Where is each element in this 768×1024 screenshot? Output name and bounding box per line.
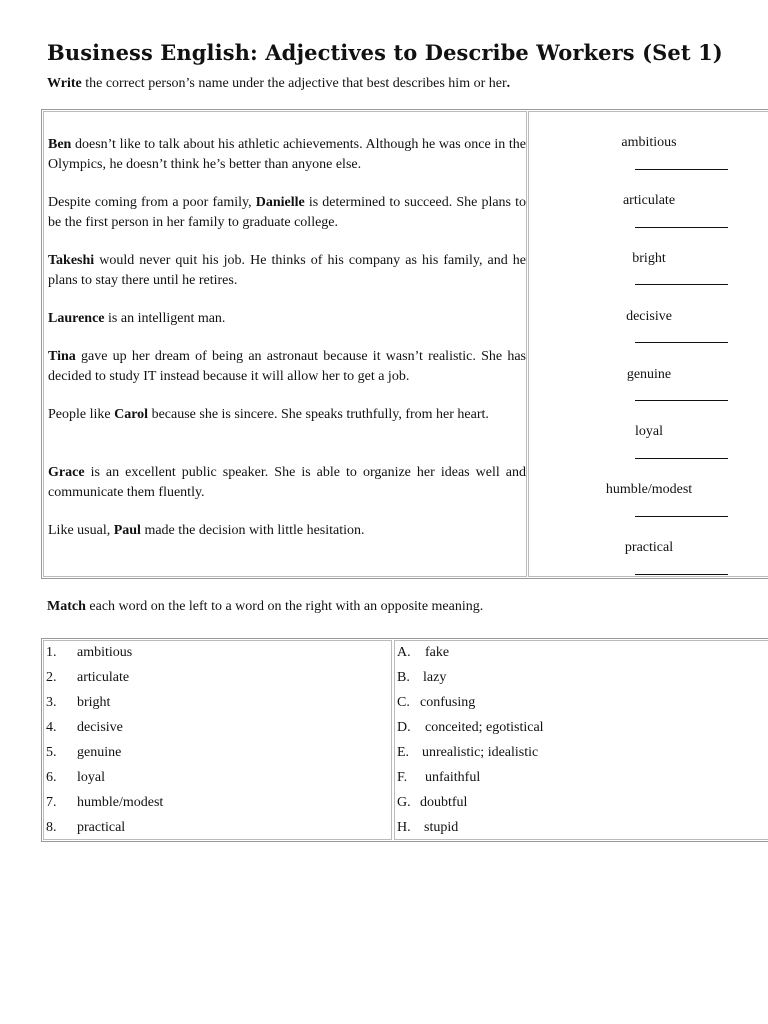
paragraph-prefix: People like — [48, 407, 115, 422]
item-number: 3. — [46, 695, 57, 710]
person-name: Tina — [48, 349, 76, 364]
description-paragraph — [48, 193, 526, 232]
paragraph-text: gave up her dream of being an astronaut because it wasn’t realistic. She has decided to study IT instead because it will allow her to get a job. — [48, 349, 526, 384]
adjective-label: articulate — [622, 193, 676, 208]
instruction-write — [47, 76, 757, 92]
words-column — [43, 640, 392, 840]
description-paragraph — [48, 309, 526, 329]
item-word: stupid — [424, 820, 459, 835]
opposites-column — [394, 640, 768, 840]
adjective-label: practical — [624, 540, 674, 555]
instruction-text: the correct person’s name under the adjective that best describes him or her — [81, 76, 507, 91]
paragraph-prefix: Like usual, — [48, 523, 114, 538]
item-word: genuine — [77, 745, 122, 760]
person-name: Laurence — [48, 311, 105, 326]
descriptions-table — [41, 109, 768, 579]
adjective-label: ambitious — [621, 135, 677, 150]
item-number: 7. — [46, 795, 57, 810]
item-word: humble/modest — [77, 795, 164, 810]
descriptions-cell — [43, 111, 527, 577]
description-paragraph — [48, 521, 526, 541]
instruction-match — [47, 599, 757, 615]
description-paragraph — [48, 405, 526, 425]
adjectives-cell — [528, 111, 768, 577]
item-number: 5. — [46, 745, 57, 760]
description-paragraph — [48, 251, 526, 290]
answer-blank[interactable] — [635, 284, 728, 285]
person-name: Danielle — [255, 195, 305, 210]
paragraph-text: made the decision with little hesitation. — [140, 523, 365, 538]
person-name: Takeshi — [48, 253, 95, 268]
item-letter: D. — [397, 720, 411, 735]
description-paragraph — [48, 135, 526, 174]
description-paragraph — [48, 463, 526, 502]
paragraph-text: is determined to succeed. She plans to be the first person in her family to graduate college. — [48, 195, 527, 230]
item-word: lazy — [423, 670, 447, 685]
item-word: articulate — [77, 670, 130, 685]
item-word: unrealistic; idealistic — [422, 745, 539, 760]
adjective-label: decisive — [626, 309, 672, 324]
answer-blank[interactable] — [635, 574, 728, 575]
item-word: decisive — [77, 720, 123, 735]
paragraph-text: because she is sincere. She speaks truthfully, from her heart. — [148, 407, 489, 422]
item-word: conceited; egotistical — [425, 720, 544, 735]
person-name: Carol — [114, 407, 149, 422]
paragraph-text: would never quit his job. He thinks of his company as his family, and he plans to stay there until he retires. — [48, 253, 526, 288]
person-name: Ben — [48, 137, 72, 152]
item-letter: G. — [397, 795, 411, 810]
answer-blank[interactable] — [635, 516, 728, 517]
item-letter: B. — [397, 670, 410, 685]
description-paragraph — [48, 347, 526, 386]
answer-blank[interactable] — [635, 227, 728, 228]
paragraph-text: doesn’t like to talk about his athletic achievements. Although he was once in the Olympics, he doesn’t think he’s better than anyone else. — [48, 137, 526, 172]
item-number: 4. — [46, 720, 57, 735]
instruction-verb: Write — [47, 76, 82, 91]
item-number: 8. — [46, 820, 57, 835]
instruction-period: . — [506, 76, 511, 91]
answer-blank[interactable] — [635, 169, 728, 170]
adjective-label: genuine — [626, 367, 672, 382]
item-letter: F. — [397, 770, 408, 785]
item-number: 2. — [46, 670, 57, 685]
item-number: 1. — [46, 645, 57, 660]
item-word: doubtful — [420, 795, 468, 810]
item-letter: C. — [397, 695, 410, 710]
item-letter: E. — [397, 745, 410, 760]
answer-blank[interactable] — [635, 342, 728, 343]
item-letter: A. — [397, 645, 411, 660]
item-word: ambitious — [77, 645, 133, 660]
instruction-text: each word on the left to a word on the right with an opposite meaning. — [85, 599, 484, 614]
person-name: Grace — [48, 465, 85, 480]
adjective-label: loyal — [635, 424, 663, 439]
paragraph-prefix: Despite coming from a poor family, — [48, 195, 256, 210]
paragraph-text: is an excellent public speaker. She is able to organize her ideas well and communicate them fluently. — [48, 465, 526, 500]
paragraph-text: is an intelligent man. — [104, 311, 226, 326]
item-word: unfaithful — [425, 770, 481, 785]
item-word: bright — [77, 695, 111, 710]
instruction-verb: Match — [47, 599, 86, 614]
person-name: Paul — [113, 523, 141, 538]
answer-blank[interactable] — [635, 400, 728, 401]
item-word: loyal — [77, 770, 105, 785]
adjective-label: humble/modest — [605, 482, 693, 497]
item-number: 6. — [46, 770, 57, 785]
adjective-label: bright — [632, 251, 666, 266]
answer-blank[interactable] — [635, 458, 728, 459]
matching-table — [41, 638, 768, 842]
page-title: Business English: Adjectives to Describe Workers (Set 1) — [47, 40, 723, 65]
item-word: confusing — [420, 695, 476, 710]
item-letter: H. — [397, 820, 411, 835]
item-word: fake — [425, 645, 450, 660]
item-word: practical — [77, 820, 126, 835]
